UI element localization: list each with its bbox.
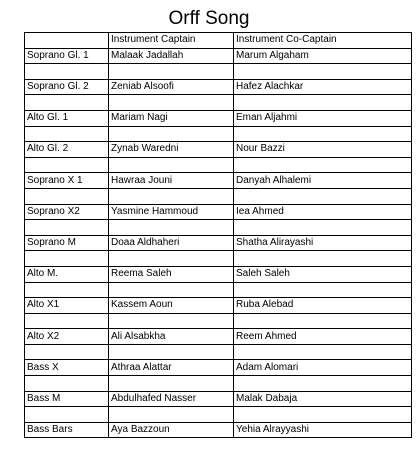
captain-cell: Hawraa Jouni xyxy=(109,173,234,189)
captain-cell: Aya Bazzoun xyxy=(109,422,234,438)
table-row xyxy=(25,329,412,345)
co-captain-cell: Ruba Alebad xyxy=(234,298,412,314)
captain-cell: Ali Alsabkha xyxy=(109,329,234,345)
spacer-row xyxy=(25,157,412,173)
table-row xyxy=(25,235,412,251)
table-row xyxy=(25,142,412,158)
empty-cell xyxy=(234,95,412,111)
empty-cell xyxy=(25,251,109,267)
empty-cell xyxy=(234,407,412,423)
part-cell: Soprano M xyxy=(25,235,109,251)
empty-cell xyxy=(109,407,234,423)
roster-table xyxy=(24,32,412,438)
empty-cell xyxy=(109,282,234,298)
spacer-row xyxy=(25,251,412,267)
co-captain-cell: Saleh Saleh xyxy=(234,266,412,282)
empty-cell xyxy=(109,376,234,392)
captain-cell: Mariam Nagi xyxy=(109,110,234,126)
co-captain-cell: Nour Bazzi xyxy=(234,142,412,158)
empty-cell xyxy=(25,376,109,392)
spacer-row xyxy=(25,95,412,111)
empty-cell xyxy=(234,313,412,329)
part-cell: Soprano X2 xyxy=(25,204,109,220)
part-cell: Bass X xyxy=(25,360,109,376)
empty-cell xyxy=(25,407,109,423)
part-cell: Soprano Gl. 1 xyxy=(25,48,109,64)
spacer-row xyxy=(25,282,412,298)
spacer-row xyxy=(25,376,412,392)
empty-cell xyxy=(234,126,412,142)
empty-cell xyxy=(25,126,109,142)
empty-cell xyxy=(109,126,234,142)
co-captain-cell: Eman Aljahmi xyxy=(234,110,412,126)
table-row xyxy=(25,298,412,314)
co-captain-cell: Yehia Alrayyashi xyxy=(234,422,412,438)
co-captain-cell: Adam Alomari xyxy=(234,360,412,376)
captain-cell: Reema Saleh xyxy=(109,266,234,282)
table-row xyxy=(25,360,412,376)
empty-cell xyxy=(234,188,412,204)
captain-cell: Kassem Aoun xyxy=(109,298,234,314)
table-row xyxy=(25,173,412,189)
captain-cell: Malaak Jadallah xyxy=(109,48,234,64)
empty-cell xyxy=(25,157,109,173)
header-cell-co-captain: Instrument Co-Captain xyxy=(234,33,412,49)
co-captain-cell: Iea Ahmed xyxy=(234,204,412,220)
part-cell: Alto M. xyxy=(25,266,109,282)
part-cell: Alto Gl. 2 xyxy=(25,142,109,158)
captain-cell: Doaa Aldhaheri xyxy=(109,235,234,251)
co-captain-cell: Hafez Alachkar xyxy=(234,79,412,95)
co-captain-cell: Reem Ahmed xyxy=(234,329,412,345)
captain-cell: Zynab Waredni xyxy=(109,142,234,158)
empty-cell xyxy=(109,313,234,329)
co-captain-cell: Shatha Alirayashi xyxy=(234,235,412,251)
empty-cell xyxy=(109,344,234,360)
table-row xyxy=(25,79,412,95)
empty-cell xyxy=(109,251,234,267)
spacer-row xyxy=(25,407,412,423)
spacer-row xyxy=(25,188,412,204)
spacer-row xyxy=(25,344,412,360)
co-captain-cell: Marum Algaham xyxy=(234,48,412,64)
captain-cell: Abdulhafed Nasser xyxy=(109,391,234,407)
empty-cell xyxy=(25,188,109,204)
captain-cell: Yasmine Hammoud xyxy=(109,204,234,220)
part-cell: Alto X2 xyxy=(25,329,109,345)
part-cell: Soprano X 1 xyxy=(25,173,109,189)
empty-cell xyxy=(109,64,234,80)
table-row xyxy=(25,110,412,126)
roster-table-body xyxy=(25,33,412,438)
table-row xyxy=(25,391,412,407)
co-captain-cell: Malak Dabaja xyxy=(234,391,412,407)
captain-cell: Zeniab Alsoofi xyxy=(109,79,234,95)
table-row xyxy=(25,422,412,438)
empty-cell xyxy=(25,344,109,360)
part-cell: Bass M xyxy=(25,391,109,407)
empty-cell xyxy=(25,282,109,298)
spacer-row xyxy=(25,64,412,80)
spacer-row xyxy=(25,313,412,329)
header-row xyxy=(25,33,412,49)
captain-cell: Athraa Alattar xyxy=(109,360,234,376)
empty-cell xyxy=(109,95,234,111)
spacer-row xyxy=(25,126,412,142)
empty-cell xyxy=(234,282,412,298)
document-title: Orff Song xyxy=(168,8,250,29)
empty-cell xyxy=(234,64,412,80)
empty-cell xyxy=(234,157,412,173)
table-row xyxy=(25,266,412,282)
part-cell: Alto Gl. 1 xyxy=(25,110,109,126)
part-cell: Alto X1 xyxy=(25,298,109,314)
part-cell: Bass Bars xyxy=(25,422,109,438)
empty-cell xyxy=(109,220,234,236)
empty-cell xyxy=(25,220,109,236)
empty-cell xyxy=(25,313,109,329)
part-cell: Soprano Gl. 2 xyxy=(25,79,109,95)
empty-cell xyxy=(109,157,234,173)
empty-cell xyxy=(234,376,412,392)
header-cell-part xyxy=(25,33,109,49)
empty-cell xyxy=(25,95,109,111)
spacer-row xyxy=(25,220,412,236)
table-row xyxy=(25,48,412,64)
table-row xyxy=(25,204,412,220)
empty-cell xyxy=(234,344,412,360)
co-captain-cell: Danyah Alhalemi xyxy=(234,173,412,189)
empty-cell xyxy=(234,220,412,236)
header-cell-captain: Instrument Captain xyxy=(109,33,234,49)
empty-cell xyxy=(109,188,234,204)
empty-cell xyxy=(234,251,412,267)
empty-cell xyxy=(25,64,109,80)
